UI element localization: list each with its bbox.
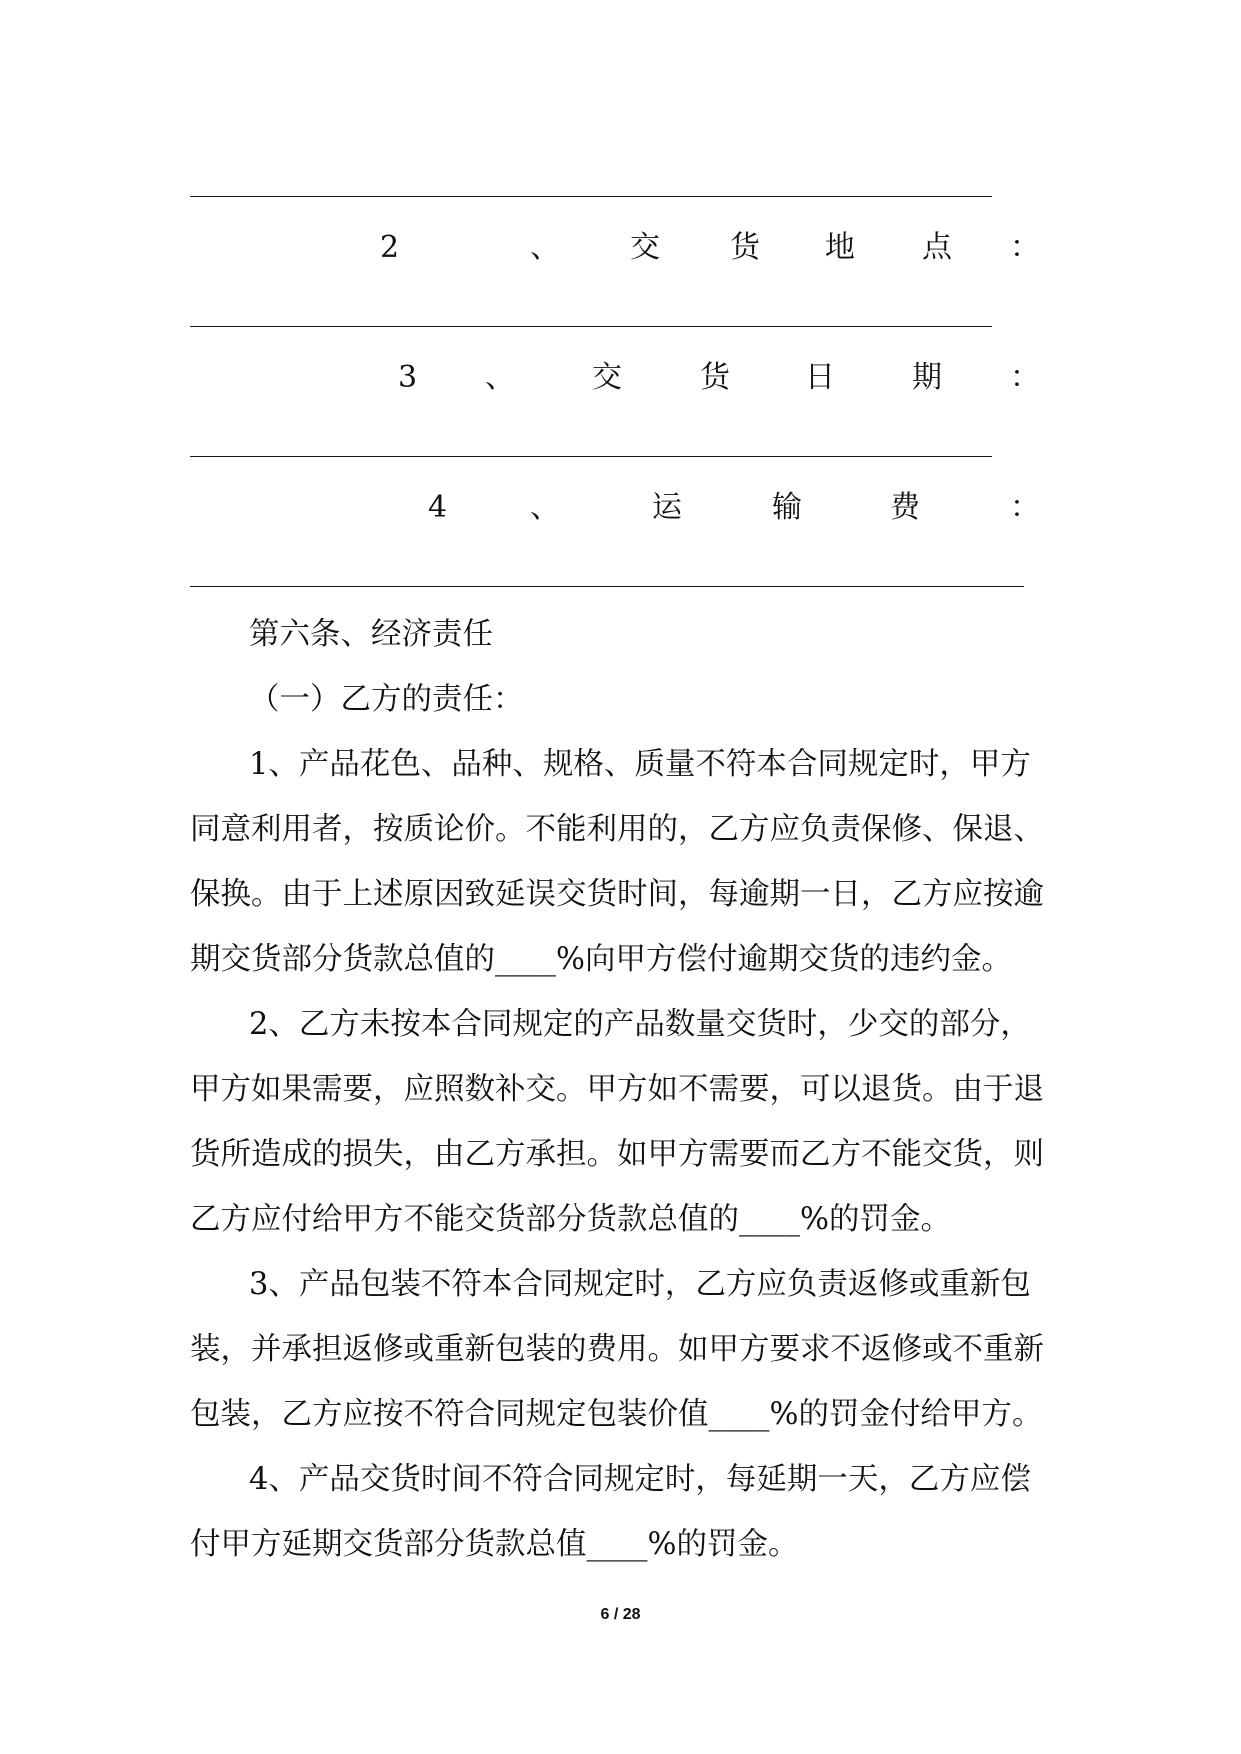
field-delivery-place (190, 228, 1060, 268)
clause-line: 3、产品包装不符本合同规定时，乙方应负责返修或重新包 (249, 1267, 1031, 1302)
field-char: 地 (825, 230, 855, 265)
clause-line: 包装，乙方应按不符合同规定包装价值____%的罚金付给甲方。 (190, 1397, 1043, 1432)
clause-line: 期交货部分货款总值的____%向甲方偿付逾期交货的违约金。 (190, 942, 1012, 977)
section-subheading: （一）乙方的责任： (249, 682, 524, 717)
clause-line: 付甲方延期交货部分货款总值____%的罚金。 (190, 1527, 799, 1562)
field-separator: 、 (530, 490, 560, 525)
blank-line-4 (190, 586, 1024, 587)
clause-line: 甲方如果需要，应照数补交。甲方如不需要，可以退货。由于退 (190, 1072, 1044, 1107)
field-char: 货 (730, 230, 760, 265)
field-char: 期 (912, 360, 942, 395)
clause-line: 装，并承担返修或重新包装的费用。如甲方要求不返修或不重新 (190, 1332, 1044, 1367)
article-heading: 第六条、经济责任 (249, 617, 493, 652)
clause-line: 1、产品花色、品种、规格、质量不符本合同规定时，甲方 (249, 747, 1031, 782)
field-char: 费 (890, 490, 920, 525)
field-colon: ： (1010, 230, 1040, 265)
field-colon: ： (1010, 360, 1040, 395)
field-separator: 、 (530, 230, 560, 265)
field-separator: 、 (485, 360, 515, 395)
field-char: 交 (630, 230, 660, 265)
blank-line-1 (190, 196, 992, 197)
field-char: 货 (700, 360, 730, 395)
blank-line-3 (190, 456, 992, 457)
page-number: 6 / 28 (600, 1606, 641, 1623)
field-colon: ： (1010, 490, 1040, 525)
field-number: 4 (428, 490, 448, 525)
clause-line: 4、产品交货时间不符合同规定时，每延期一天，乙方应偿 (249, 1462, 1031, 1497)
clause-line: 同意利用者，按质论价。不能利用的，乙方应负责保修、保退、 (190, 812, 1044, 847)
clause-line: 乙方应付给甲方不能交货部分货款总值的____%的罚金。 (190, 1202, 951, 1237)
field-char: 交 (592, 360, 622, 395)
field-freight (190, 488, 1060, 528)
clause-line: 2、乙方未按本合同规定的产品数量交货时，少交的部分， (249, 1007, 1031, 1042)
field-number: 3 (398, 360, 418, 395)
field-char: 点 (922, 230, 952, 265)
blank-line-2 (190, 326, 992, 327)
clause-line: 保换。由于上述原因致延误交货时间，每逾期一日，乙方应按逾 (190, 877, 1044, 912)
field-char: 日 (805, 360, 835, 395)
clause-line: 货所造成的损失，由乙方承担。如甲方需要而乙方不能交货，则 (190, 1137, 1044, 1172)
field-char: 运 (652, 490, 682, 525)
field-number: 2 (380, 230, 400, 265)
field-delivery-date (190, 358, 1060, 398)
field-char: 输 (772, 490, 802, 525)
